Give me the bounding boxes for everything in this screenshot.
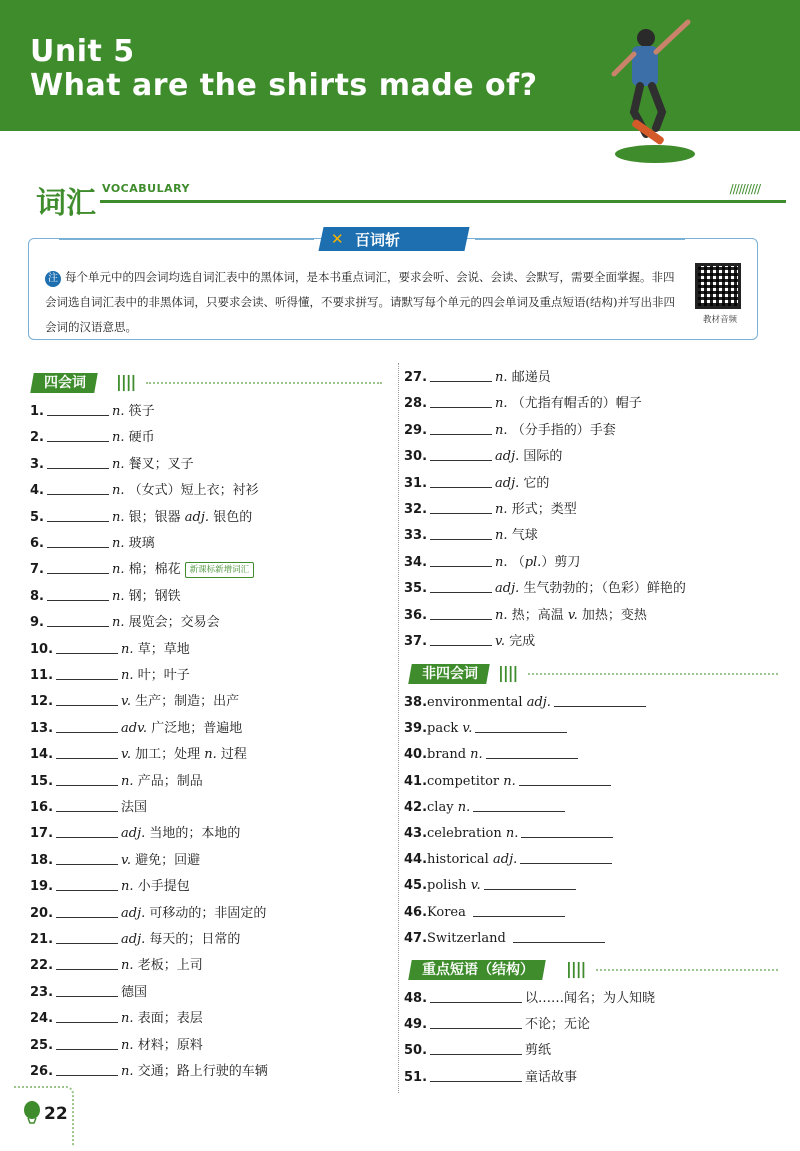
entry-number: 49. xyxy=(404,1017,428,1033)
entry-pos: n. xyxy=(111,588,125,604)
entry-meaning: 气球 xyxy=(511,528,538,544)
section-four-skill-bars: |||| xyxy=(116,372,136,391)
entry-meaning: 广泛地；普遍地 xyxy=(151,720,243,736)
entry-pos-2: adj. xyxy=(184,509,210,525)
entry-pos: n. xyxy=(121,668,134,683)
entry-number: 3. xyxy=(30,456,44,472)
entry-number: 46. xyxy=(404,904,428,920)
entry-pos: adj. xyxy=(495,581,520,597)
answer-blank[interactable] xyxy=(430,553,492,567)
vocab-entry xyxy=(404,795,568,821)
vocab-entry xyxy=(404,873,579,899)
entry-pos: adj. xyxy=(121,932,146,947)
entry-pos: n. xyxy=(111,509,125,525)
answer-blank[interactable] xyxy=(430,1041,522,1055)
entry-meaning: 钢；钢铁 xyxy=(128,588,181,604)
entry-pos: v. xyxy=(121,694,131,710)
entry-meaning: 形式；类型 xyxy=(511,502,577,517)
new-word-badge: 新课标新增词汇 xyxy=(185,562,255,578)
entry-number: 36. xyxy=(404,607,428,623)
entry-number: 25. xyxy=(30,1037,54,1053)
entry-pos-2: v. xyxy=(567,607,578,623)
entry-pos: n. xyxy=(111,562,125,578)
answer-blank[interactable] xyxy=(484,876,576,890)
entry-number: 29. xyxy=(404,422,428,438)
entry-meaning: 叶；叶子 xyxy=(137,668,190,683)
vocab-entry xyxy=(30,584,181,610)
entry-number: 9. xyxy=(30,615,44,631)
entry-word: historical xyxy=(427,852,489,868)
answer-blank[interactable] xyxy=(56,1036,118,1050)
entry-pos: adj. xyxy=(121,905,146,921)
vocab-entry xyxy=(30,795,147,821)
entry-number: 44. xyxy=(404,852,428,868)
entry-number: 45. xyxy=(404,878,428,894)
note-box xyxy=(28,230,758,340)
answer-blank[interactable] xyxy=(47,534,109,548)
vocab-entry xyxy=(404,821,616,847)
entry-number: 48. xyxy=(404,991,428,1006)
entry-pos-2: n. xyxy=(204,747,217,763)
vocab-entry xyxy=(404,497,577,523)
entry-number: 6. xyxy=(30,536,44,551)
entry-pos: v. xyxy=(470,878,481,894)
entry-pos: n. xyxy=(111,483,125,499)
vocab-entry xyxy=(30,901,266,927)
entry-number: 26. xyxy=(30,1064,54,1079)
entry-word: clay xyxy=(427,799,454,815)
answer-blank[interactable] xyxy=(56,1062,118,1076)
answer-blank[interactable] xyxy=(430,447,492,461)
entry-pos: adj. xyxy=(493,852,518,868)
entry-pos: n. xyxy=(121,958,134,974)
vocab-entry xyxy=(30,478,259,504)
entry-word: polish xyxy=(427,878,467,894)
entry-word: environmental xyxy=(427,695,523,710)
answer-blank[interactable] xyxy=(430,606,492,620)
vocab-entry xyxy=(30,1059,268,1085)
entry-meaning: 餐叉；叉子 xyxy=(128,456,194,472)
vocab-entry xyxy=(404,629,535,655)
skateboarder-illustration xyxy=(600,8,710,168)
entry-pos: n. xyxy=(495,502,508,517)
entry-pos: n. xyxy=(111,456,125,472)
entry-meaning: 交通；路上行驶的车辆 xyxy=(137,1064,268,1079)
entry-word: Korea xyxy=(427,904,466,920)
unit-title: What are the shirts made of? xyxy=(30,68,538,103)
entry-meaning: 老板；上司 xyxy=(137,958,203,974)
entry-meaning: 材料；原料 xyxy=(137,1037,203,1053)
entry-pos: n. xyxy=(121,641,134,657)
entry-meaning-cont: ）剪刀 xyxy=(541,554,581,570)
entry-number: 20. xyxy=(30,905,54,921)
entry-number: 17. xyxy=(30,826,54,842)
vocab-entry xyxy=(404,986,655,1012)
answer-blank[interactable] xyxy=(430,632,492,646)
vocab-entry xyxy=(404,769,614,795)
vocab-entry xyxy=(404,847,615,873)
entry-pos: n. xyxy=(495,396,508,412)
entry-meaning: 可移动的；非固定的 xyxy=(149,905,267,921)
answer-blank[interactable] xyxy=(47,613,109,627)
answer-blank[interactable] xyxy=(430,394,492,408)
vocab-entry xyxy=(404,391,642,417)
entry-number: 21. xyxy=(30,932,54,947)
entry-word: brand xyxy=(427,747,467,763)
entry-number: 33. xyxy=(404,528,428,544)
entry-meaning: 热；高温 xyxy=(511,607,564,623)
entry-number: 18. xyxy=(30,852,54,868)
entry-pos: n. xyxy=(495,554,508,570)
entry-pos-inline: pl. xyxy=(524,554,542,570)
vocabulary-rule xyxy=(100,200,786,203)
entry-meaning: 小手提包 xyxy=(137,879,190,895)
section-four-skill-tag: 四会词 xyxy=(30,373,98,393)
vocab-entry xyxy=(30,1033,203,1059)
answer-blank[interactable] xyxy=(473,903,565,917)
entry-pos: v. xyxy=(462,721,473,737)
entry-meaning: 草；草地 xyxy=(137,641,190,657)
answer-blank[interactable] xyxy=(430,368,492,382)
vocab-entry xyxy=(404,471,549,497)
entry-meaning: 当地的；本地的 xyxy=(149,826,241,842)
vocab-entry xyxy=(30,927,240,953)
entry-number: 32. xyxy=(404,502,428,517)
section-phrases-dots xyxy=(596,969,778,971)
vocabulary-ticks: ////////// xyxy=(729,182,760,196)
answer-blank[interactable] xyxy=(47,587,109,601)
entry-meaning: 避免；回避 xyxy=(135,852,201,868)
entry-number: 31. xyxy=(404,475,428,491)
entry-number: 24. xyxy=(30,1011,54,1027)
answer-blank[interactable] xyxy=(430,526,492,540)
entry-meaning: 展览会；交易会 xyxy=(128,615,220,631)
entry-pos: n. xyxy=(121,879,134,895)
note-badge: 注 xyxy=(45,271,61,287)
section-phrases-bars: |||| xyxy=(566,959,586,978)
entry-number: 11. xyxy=(30,668,54,683)
vocabulary-header xyxy=(26,170,766,221)
entry-pos: v. xyxy=(495,634,505,649)
entry-number: 23. xyxy=(30,984,54,1000)
vocab-entry xyxy=(404,1065,577,1091)
entry-meaning: 它的 xyxy=(523,475,550,491)
entry-pos: n. xyxy=(121,1064,134,1079)
entry-pos: n. xyxy=(495,422,508,438)
answer-blank[interactable] xyxy=(56,772,118,786)
answer-blank[interactable] xyxy=(513,929,605,943)
entry-meaning: 银；银器 xyxy=(128,509,181,525)
balloon-icon xyxy=(22,1100,42,1126)
entry-meaning: 生产；制造；出产 xyxy=(135,694,240,710)
answer-blank[interactable] xyxy=(430,1068,522,1082)
answer-blank[interactable] xyxy=(430,474,492,488)
entry-pos: n. xyxy=(470,747,483,763)
answer-blank[interactable] xyxy=(56,904,118,918)
cross-swords-icon: ✕ xyxy=(331,230,344,248)
entry-pos: n. xyxy=(495,370,508,385)
entry-number: 34. xyxy=(404,554,428,570)
answer-blank[interactable] xyxy=(430,989,522,1003)
entry-number: 15. xyxy=(30,773,54,789)
answer-blank[interactable] xyxy=(56,956,118,970)
entry-meaning: 国际的 xyxy=(523,449,563,465)
answer-blank[interactable] xyxy=(486,745,578,759)
vocab-entry xyxy=(30,557,254,583)
entry-pos: adj. xyxy=(121,826,146,842)
entry-pos: v. xyxy=(121,747,131,763)
entry-number: 37. xyxy=(404,634,428,649)
answer-blank[interactable] xyxy=(430,421,492,435)
column-divider xyxy=(398,363,399,1093)
entry-number: 22. xyxy=(30,958,54,974)
vocab-entry xyxy=(30,821,240,847)
entry-word: pack xyxy=(427,721,459,737)
vocab-entry xyxy=(404,550,580,576)
entry-meaning-2: 加热；变热 xyxy=(581,607,647,623)
vocab-entry xyxy=(404,900,568,926)
entry-meaning: 产品；制品 xyxy=(137,773,203,789)
entry-word: competitor xyxy=(427,773,500,789)
answer-blank[interactable] xyxy=(56,877,118,891)
entry-number: 39. xyxy=(404,721,428,737)
entry-number: 35. xyxy=(404,581,428,597)
vocab-entry xyxy=(30,425,155,451)
vocabulary-title-en: VOCABULARY xyxy=(102,182,190,195)
section-non-four-skill-tag: 非四会词 xyxy=(408,664,490,684)
qr-code-icon[interactable] xyxy=(695,263,741,309)
entry-number: 2. xyxy=(30,430,44,446)
entry-number: 28. xyxy=(404,396,428,412)
entry-number: 50. xyxy=(404,1043,428,1059)
entry-meaning: 棉；棉花 xyxy=(128,562,181,578)
entry-number: 16. xyxy=(30,800,54,815)
entry-meaning: 玻璃 xyxy=(128,536,155,551)
answer-blank[interactable] xyxy=(47,428,109,442)
entry-number: 38. xyxy=(404,695,428,710)
answer-blank[interactable] xyxy=(56,692,118,706)
entry-number: 13. xyxy=(30,720,54,736)
qr-label: 教材音频 xyxy=(702,315,737,325)
entry-pos: n. xyxy=(111,404,125,419)
vocab-entry xyxy=(30,848,200,874)
entry-meaning: （ xyxy=(511,554,525,570)
entry-number: 51. xyxy=(404,1069,428,1085)
answer-blank[interactable] xyxy=(56,983,118,997)
note-text xyxy=(45,265,685,340)
entry-meaning: （分手指的）手套 xyxy=(511,422,616,438)
vocab-entry xyxy=(404,926,608,952)
entry-number: 41. xyxy=(404,773,428,789)
entry-number: 14. xyxy=(30,747,54,763)
entry-pos: v. xyxy=(121,852,131,868)
answer-blank[interactable] xyxy=(56,640,118,654)
answer-blank[interactable] xyxy=(47,508,109,522)
entry-number: 47. xyxy=(404,930,428,946)
entry-meaning: 完成 xyxy=(509,634,536,649)
answer-blank[interactable] xyxy=(47,455,109,469)
answer-blank[interactable] xyxy=(56,930,118,944)
entry-meaning-2: 银色的 xyxy=(213,509,253,525)
entry-pos: n. xyxy=(111,615,125,631)
vocab-entry xyxy=(30,1006,203,1032)
vocabulary-title-cn: 词汇 xyxy=(36,186,96,221)
entry-word: celebration xyxy=(427,826,502,841)
entry-meaning: 童话故事 xyxy=(525,1069,578,1085)
answer-blank[interactable] xyxy=(519,772,611,786)
answer-blank[interactable] xyxy=(56,1009,118,1023)
vocab-entry xyxy=(404,576,686,602)
vocab-entry xyxy=(404,523,538,549)
note-rule-right xyxy=(475,239,685,240)
entry-meaning: 法国 xyxy=(121,800,148,815)
entry-number: 8. xyxy=(30,588,44,604)
answer-blank[interactable] xyxy=(430,579,492,593)
answer-blank[interactable] xyxy=(56,745,118,759)
vocab-entry xyxy=(30,716,242,742)
answer-blank[interactable] xyxy=(47,560,109,574)
answer-blank[interactable] xyxy=(554,693,646,707)
entry-number: 19. xyxy=(30,879,54,895)
vocab-entry xyxy=(30,399,155,425)
entry-pos: n. xyxy=(111,430,125,446)
entry-pos: n. xyxy=(495,528,508,544)
answer-blank[interactable] xyxy=(47,481,109,495)
entry-meaning: 剪纸 xyxy=(525,1043,552,1059)
entry-meaning: （女式）短上衣；衬衫 xyxy=(128,483,259,499)
entry-meaning: 不论；无论 xyxy=(525,1017,591,1033)
entry-number: 40. xyxy=(404,747,428,763)
entry-pos: n. xyxy=(111,536,125,551)
answer-blank[interactable] xyxy=(47,402,109,416)
entry-number: 4. xyxy=(30,483,44,499)
section-non-four-skill-bars: |||| xyxy=(498,663,518,682)
vocab-entry xyxy=(404,1038,551,1064)
entry-pos: n. xyxy=(495,607,508,623)
entry-meaning: 加工；处理 xyxy=(135,747,201,763)
entry-pos: adv. xyxy=(121,720,148,736)
entry-number: 12. xyxy=(30,694,54,710)
entry-number: 27. xyxy=(404,370,428,385)
answer-blank[interactable] xyxy=(430,1015,522,1029)
entry-number: 30. xyxy=(404,449,428,465)
entry-number: 1. xyxy=(30,404,44,419)
entry-meaning: 每天的；日常的 xyxy=(149,932,241,947)
entry-pos: n. xyxy=(457,799,471,815)
entry-meaning: 以……闻名；为人知晓 xyxy=(525,991,656,1006)
entry-pos: adj. xyxy=(495,449,520,465)
answer-blank[interactable] xyxy=(520,850,612,864)
entry-meaning: 筷子 xyxy=(128,404,155,419)
note-body: 每个单元中的四会词均选自词汇表中的黑体词，是本书重点词汇，要求会听、会说、会读、会默写，需要全面掌握。非四会词选自词汇表中的非黑体词，只要求会读、听得懂，不要求拼写。请默写每个单元的四会单词及重点短语(结构)并写出非四会词的汉语意思。 xyxy=(45,270,675,334)
vocab-entry xyxy=(30,452,194,478)
entry-pos: n. xyxy=(121,1037,134,1053)
answer-blank[interactable] xyxy=(56,824,118,838)
answer-blank[interactable] xyxy=(56,719,118,733)
vocab-entry xyxy=(404,716,570,742)
entry-number: 43. xyxy=(404,826,428,841)
entry-number: 42. xyxy=(404,799,428,815)
answer-blank[interactable] xyxy=(56,798,118,812)
vocab-entry xyxy=(404,690,649,716)
entry-pos: adj. xyxy=(526,695,551,710)
section-non-four-skill-dots xyxy=(528,673,778,675)
vocab-entry xyxy=(404,418,616,444)
vocab-entry xyxy=(404,444,562,470)
entry-pos: n. xyxy=(505,826,519,841)
entry-pos: n. xyxy=(503,773,516,789)
vocab-entry xyxy=(30,980,147,1006)
vocab-entry xyxy=(30,663,190,689)
note-rule-left xyxy=(59,239,314,240)
answer-blank[interactable] xyxy=(521,824,613,838)
page-number: 22 xyxy=(44,1104,68,1124)
section-four-skill-dots xyxy=(146,382,382,384)
entry-meaning: 邮递员 xyxy=(511,370,551,385)
vocab-entry xyxy=(30,637,190,663)
entry-meaning-2: 过程 xyxy=(220,747,247,763)
vocab-entry xyxy=(30,742,247,768)
entry-number: 5. xyxy=(30,509,44,525)
answer-blank[interactable] xyxy=(56,666,118,680)
vocab-entry xyxy=(30,769,203,795)
vocab-entry xyxy=(30,531,155,557)
entry-number: 10. xyxy=(30,641,54,657)
entry-pos: n. xyxy=(121,773,134,789)
answer-blank[interactable] xyxy=(56,851,118,865)
note-title: 百词斩 xyxy=(355,231,401,249)
vocab-entry xyxy=(30,874,190,900)
entry-pos: n. xyxy=(121,1011,134,1027)
entry-meaning: （尤指有帽舌的）帽子 xyxy=(511,396,642,412)
entry-meaning: 表面；表层 xyxy=(137,1011,203,1027)
entry-word: Switzerland xyxy=(427,930,506,946)
entry-number: 7. xyxy=(30,562,44,578)
vocab-entry xyxy=(30,610,220,636)
section-phrases-tag: 重点短语（结构） xyxy=(408,960,546,980)
entry-meaning: 生气勃勃的；（色彩）鲜艳的 xyxy=(523,581,686,597)
vocab-entry xyxy=(30,505,252,531)
entry-pos: adj. xyxy=(495,475,520,491)
answer-blank[interactable] xyxy=(475,719,567,733)
vocab-entry xyxy=(404,603,647,629)
vocab-entry xyxy=(30,689,239,715)
vocab-entry xyxy=(404,365,551,391)
entry-meaning: 硬币 xyxy=(128,430,155,446)
vocab-entry xyxy=(30,953,203,979)
vocab-entry xyxy=(404,742,581,768)
answer-blank[interactable] xyxy=(430,500,492,514)
answer-blank[interactable] xyxy=(473,798,565,812)
unit-label: Unit 5 xyxy=(30,34,135,69)
vocab-entry xyxy=(404,1012,590,1038)
entry-meaning: 德国 xyxy=(121,984,148,1000)
